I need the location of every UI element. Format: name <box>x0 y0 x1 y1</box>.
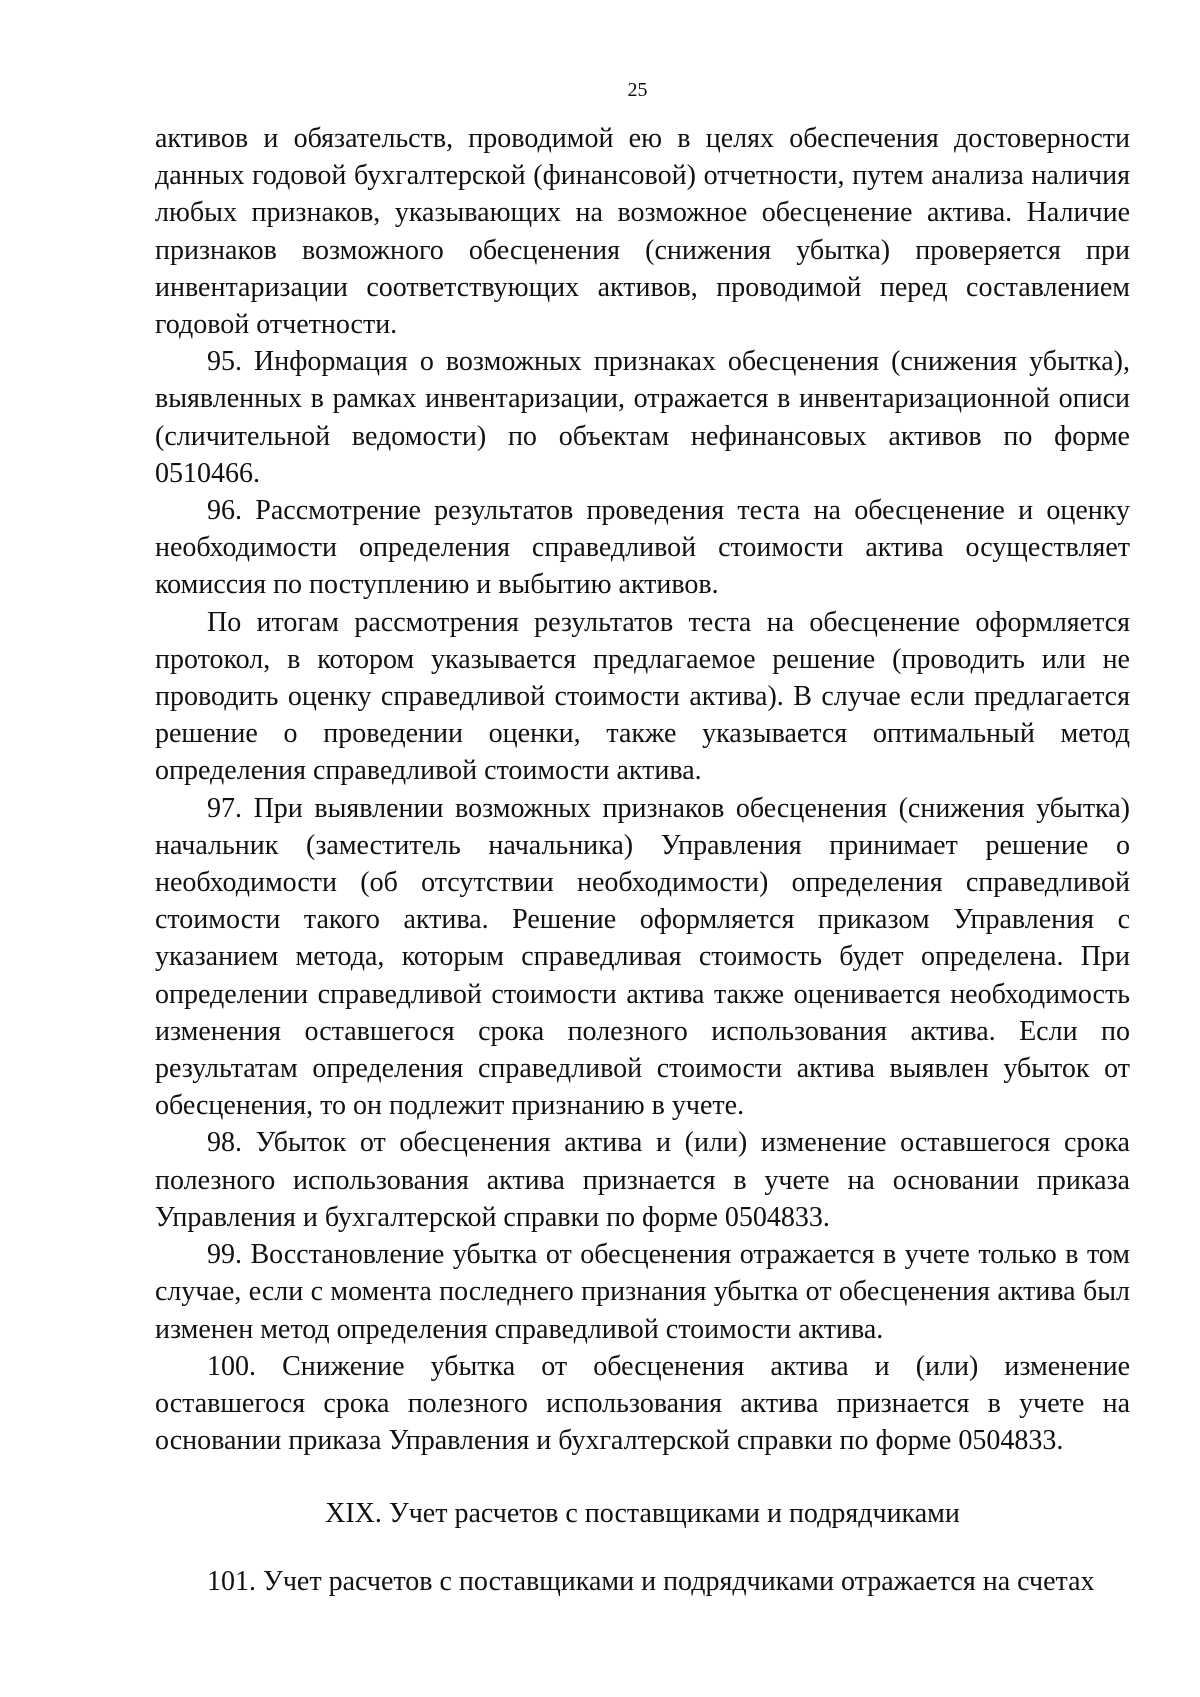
paragraph-96-continued: По итогам рассмотрения результатов теста на обесценение оформляется протокол, в котором указывается предлагаемое решение (проводить или не проводить оценку справедливой стоимости актива). В случае если предлагается решение о проведении оценки, также указывается оптимальный метод определения справедливой стоимости актива. <box>155 606 1130 787</box>
paragraph-98: 98. Убыток от обесценения актива и (или) изменение оставшегося срока полезного использования актива признается в учете на основании приказа Управления и бухгалтерской справки по форме 0504833. <box>155 1127 1130 1233</box>
paragraph-97: 97. При выявлении возможных признаков обесценения (снижения убытка) начальник (заместитель начальника) Управления принимает решение о необходимости (об отсутствии необходимости) определения справедливой стоимости такого актива. Решение оформляется приказом Управления с указанием метода, которым справедливая стоимость будет определена. При определении справедливой стоимости актива также оценивается необходимость изменения оставшегося срока полезного использования актива. Если по результатам определения справедливой стоимости актива выявлен убыток от обесценения, то он подлежит признанию в учете. <box>155 792 1130 1122</box>
spacer <box>155 1459 1130 1495</box>
paragraph-99: 99. Восстановление убытка от обесценения отражается в учете только в том случае, если с момента последнего признания убытка от обесценения актива был изменен метод определения справедливой стоимости актива. <box>155 1239 1130 1345</box>
document-body <box>155 120 1130 1600</box>
section-heading: XIX. Учет расчетов с поставщиками и подрядчиками <box>325 1498 960 1530</box>
paragraph-96: 96. Рассмотрение результатов проведения теста на обесценение и оценку необходимости определения справедливой стоимости актива осуществляет комиссия по поступлению и выбытию активов. <box>155 495 1130 601</box>
paragraph-101: 101. Учет расчетов с поставщиками и подрядчиками отражается на счетах <box>207 1565 1095 1597</box>
paragraph-100: 100. Снижение убытка от обесценения актива и (или) изменение оставшегося срока полезного использования актива признается в учете на основании приказа Управления и бухгалтерской справки по форме 0504833. <box>155 1350 1130 1457</box>
paragraph-95: 95. Информация о возможных признаках обесценения (снижения убытка), выявленных в рамках инвентаризации, отражается в инвентаризационной описи (сличительной ведомости) по объектам нефинансовых активов по форме 0510466. <box>155 346 1130 489</box>
paragraph-continuation: активов и обязательств, проводимой ею в целях обеспечения достоверности данных годовой бухгалтерской (финансовой) отчетности, путем анализа наличия любых признаков, указывающих на возможное обесценение актива. Наличие признаков возможного обесценения (снижения убытка) проверяется при инвентаризации соответствующих активов, проводимой перед составлением годовой отчетности. <box>155 123 1130 341</box>
page-number: 25 <box>627 79 648 101</box>
spacer <box>155 1533 1130 1563</box>
